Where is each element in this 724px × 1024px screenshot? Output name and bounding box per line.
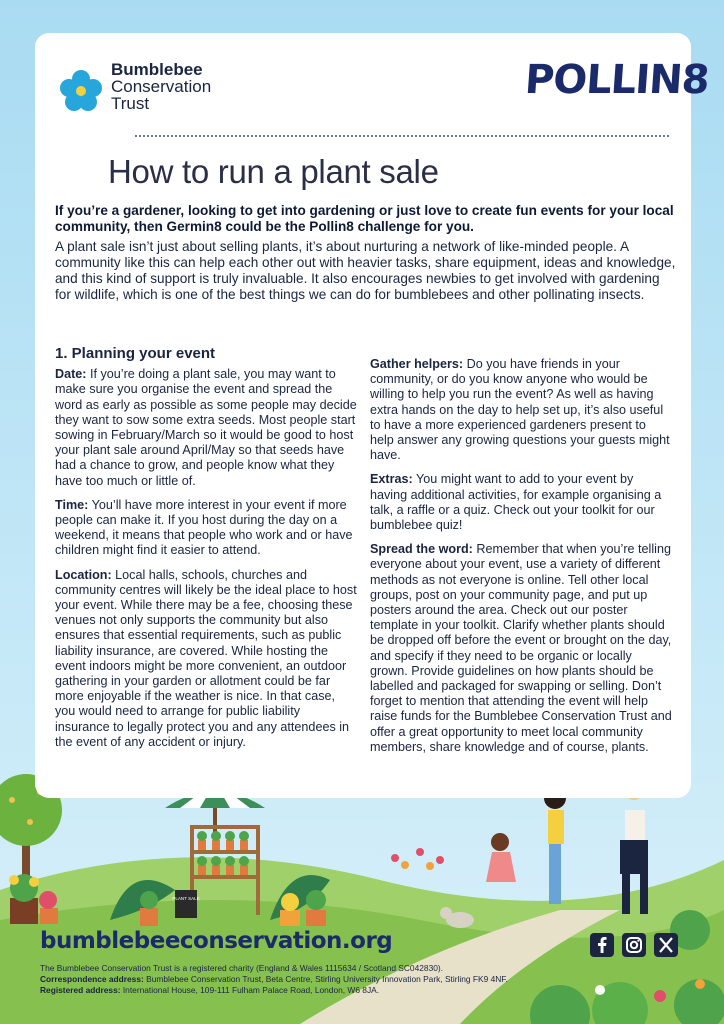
address-label: Registered address: <box>40 985 121 995</box>
paragraph-spread-the-word <box>370 542 673 755</box>
logo-line-1: Bumblebee <box>111 60 203 79</box>
paragraph-label: Spread the word: <box>370 542 473 557</box>
pollin8-logo: POLLIN8 <box>523 57 711 103</box>
bumblebee-conservation-trust-logo <box>57 61 257 113</box>
paragraph-date <box>55 367 358 489</box>
dotted-divider <box>135 135 669 137</box>
paragraph-label: Location: <box>55 567 112 582</box>
paragraph-label: Gather helpers: <box>370 357 464 371</box>
page-title: How to run a plant sale <box>108 153 439 190</box>
charity-statement: The Bumblebee Conservation Trust is a registered charity (England & Wales 1115634 / Scotland SC042830). <box>40 963 443 973</box>
correspondence-address <box>40 974 660 985</box>
paragraph-time <box>55 498 358 559</box>
paragraph-text: You’ll have more interest in your event if more people can make it. If you host during the day on a weekend, it means that people who work and or have children might find it easier to attend. <box>55 497 353 558</box>
logo-line-3: Trust <box>111 94 150 113</box>
facebook-icon[interactable] <box>589 932 615 958</box>
content-card <box>35 33 711 798</box>
paragraph-text: Do you have friends in your community, or do you know anyone who would be willing to help you run the event? As well as having extra hands on the day to help set up, it’s also useful to have a more experienced gardeners present to help answer any growing questions your guests might have. <box>370 357 670 463</box>
paragraph-label: Time: <box>55 497 89 512</box>
left-column <box>55 346 358 759</box>
address-text: Bumblebee Conservation Trust, Beta Centre, Stirling University Innovation Park, Stirling FK9 4NF. <box>143 974 508 984</box>
right-column <box>370 357 673 764</box>
flower-icon <box>57 67 105 115</box>
paragraph-label: Extras: <box>370 472 413 487</box>
paragraph-extras <box>370 472 673 533</box>
intro-paragraph: A plant sale isn’t just about selling plants, it’s about nurturing a network of like-minded people. A community like this can help each other out with heavier tasks, share equipment, ideas and knowledge, and this kind of support is truly invaluable. It also encourages newbies to get involved with gardening for wildlife, which is one of the best things we can do for bumblebees and other pollinating insects. <box>55 239 676 302</box>
logo-line-2: Conservation <box>111 77 212 96</box>
paragraph-text: Remember that when you’re telling everyone about your event, use a variety of different methods as not everyone is online. Tell other local groups, post on your community page, and put up posters around the area. Check out our poster template in your toolkit. Clarify whether plants should be dropped off before the event or brought on the day, and specify if they need to be organic or locally grown. Provide guidelines on how plants should be labelled and packaged for swapping or selling. Don’t forget to mention that attending the event will help raise funds for the Bumblebee Conservation Trust and offer a great opportunity to meet local community members, share knowledge and of course, plants. <box>370 542 672 754</box>
intro-bold: If you’re a gardener, looking to get into gardening or just love to create fun events for your local community, then Germin8 could be the Pollin8 challenge for you. <box>55 203 674 234</box>
address-text: International House, 109-111 Fulham Palace Road, London, W6 8JA. <box>120 985 380 995</box>
paragraph-label: Date: <box>55 367 87 382</box>
paragraph-text: If you’re doing a plant sale, you may want to make sure you organise the event and spread the word as early as possible as some people may decide they want to sow some extra seeds. Most people start sowing in February/March so it would be good to host your plant sale around April/May so that seeds have had a chance to grow, and people know what they have too much or little of. <box>55 367 357 488</box>
website-link[interactable]: bumblebeeconservation.org <box>40 928 393 954</box>
paragraph-gather-helpers <box>370 357 673 463</box>
paragraph-text: You might want to add to your event by having additional activities, for example organising a talk, a raffle or a quiz. Check out your toolkit for our bumblebee quiz! <box>370 472 662 533</box>
footer-legal <box>40 963 660 996</box>
address-label: Correspondence address: <box>40 974 144 984</box>
x-icon[interactable] <box>653 932 679 958</box>
section-heading: 1. Planning your event <box>55 345 216 362</box>
paragraph-text: Local halls, schools, churches and community centres will likely be the ideal place to host your event. While there may be a fee, choosing these venues not only supports the community but also ensures that essential requirements, such as public liability insurance, are covered. While hosting the event indoors might be more convenient, an outdoor gathering in your garden or allotment could be far more enjoyable if the weather is nice. In that case, you would need to arrange for public liability insurance to legally protect you and any attendees in the event of any accident or injury. <box>55 567 357 749</box>
instagram-icon[interactable] <box>621 932 647 958</box>
paragraph-location <box>55 568 358 750</box>
registered-address <box>40 985 660 996</box>
stall-sign: PLANT SALE <box>172 896 200 901</box>
